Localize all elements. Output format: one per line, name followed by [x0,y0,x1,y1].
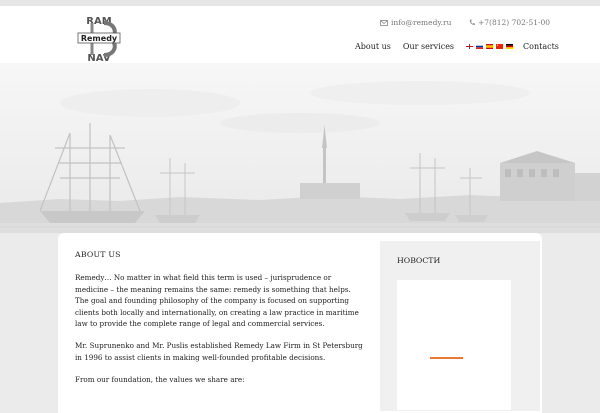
news-loader-bar [430,357,463,359]
main-nav [355,42,559,51]
remedy-logo[interactable] [76,13,122,63]
about-paragraph-2: Mr. Suprunenko and Mr. Puslis established Remedy Law Firm in St Petersburg in 1996 to assist clients in making well-founded profitable decisions. [75,341,363,362]
flag-en-icon[interactable] [466,44,473,49]
phone-icon [469,19,475,26]
email-text[interactable]: info@remedy.ru [391,18,452,27]
nav-contacts[interactable]: Contacts [523,42,559,51]
language-switcher [466,44,513,49]
nav-about[interactable]: About us [355,42,391,51]
logo-text: Remedy [80,34,118,43]
envelope-icon [380,20,388,26]
flag-de-icon[interactable] [506,44,513,49]
hero-banner [0,63,600,233]
phone-text[interactable]: +7(812) 702-51-00 [478,18,551,27]
about-heading: ABOUT US [75,250,121,259]
flag-cn-icon[interactable] [496,44,503,49]
svg-text:NAV: NAV [87,53,111,63]
flag-es-icon[interactable] [486,44,493,49]
news-title: НОВОСТИ [397,256,441,265]
header-email[interactable] [380,18,451,27]
harbor-engraving-image [0,63,600,233]
about-section [75,249,365,397]
svg-text:RAM: RAM [86,16,112,27]
header-phone[interactable] [469,18,550,27]
about-paragraph-1: Remedy… No matter in what field this term is used – jurisprudence or medicine – the meaning remains the same: remedy is something that helps. The goal and founding philosophy of the company is focused on supporting clients both locally and internationally, on creating a law practice in maritime law to provide the complete range of legal and commercial services. [75,273,359,329]
about-paragraph-3: From our foundation, the values we share are: [75,375,245,385]
news-widget [397,280,511,410]
site-header [0,6,600,63]
flag-ru-icon[interactable] [476,44,483,49]
news-sidebar [380,241,540,411]
nav-services[interactable]: Our services [402,42,455,51]
